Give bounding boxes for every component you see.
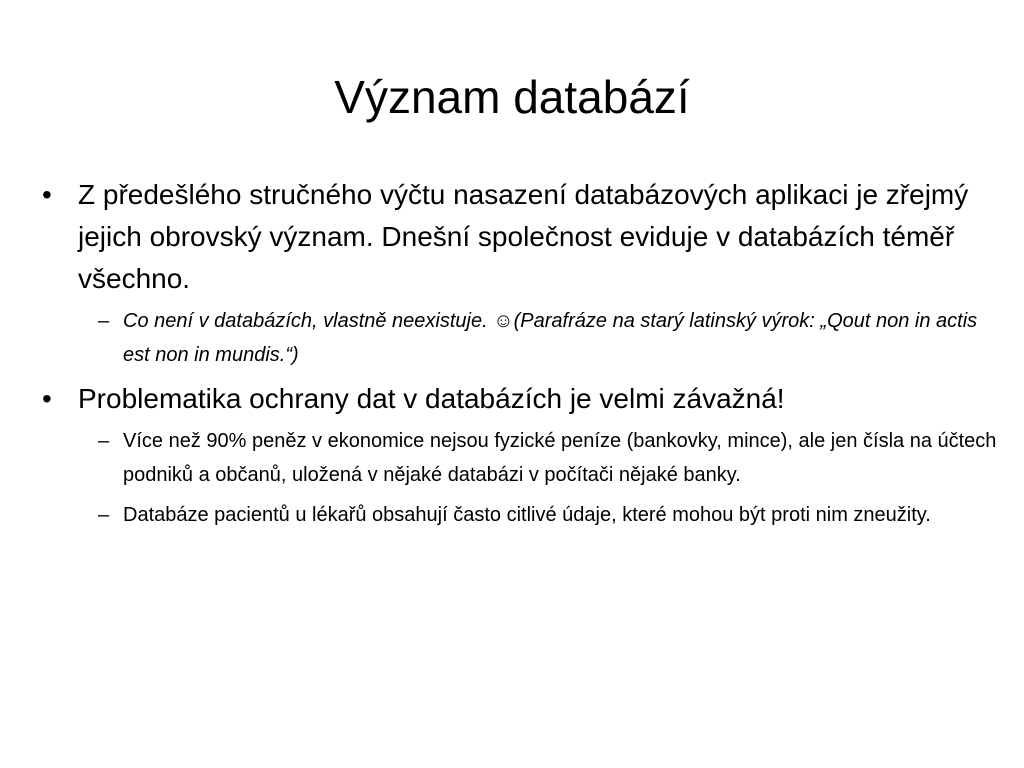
bullet-item [40,378,1000,420]
sub-bullet-marker: – [98,310,110,332]
bullet-text: Problematika ochrany dat v databázích je velmi závažná! [78,383,785,414]
bullet-text: Z předešlého stručného výčtu nasazení databázových aplikaci je zřejmý jejich obrovský význam. Dnešní společnost eviduje v databázích téměř všechno. [78,179,969,294]
sub-bullet-text: Co není v databázích, vlastně neexistuje. ☺(Parafráze na starý latinský výrok: „Qout non in actis est non in mundis.“) [123,310,978,366]
bullet-list [40,174,1000,538]
bullet-marker: • [42,179,52,210]
sub-bullet-text: Více než 90% peněz v ekonomice nejsou fyzické peníze (bankovky, mince), ale jen čísla na účtech podniků a občanů, uložená v nějaké databázi v počítači nějaké banky. [123,430,997,486]
bullet-marker: • [42,383,52,414]
sub-bullet-item [40,424,1000,492]
slide-title: Význam databází [334,71,690,123]
sub-bullet-text: Databáze pacientů u lékařů obsahují často citlivé údaje, které mohou být proti nim zneužity. [123,504,931,526]
sub-bullet-item [40,498,1000,532]
sub-bullet-marker: – [98,430,110,452]
sub-bullet-item [40,304,1000,372]
bullet-item [40,174,1000,300]
sub-bullet-marker: – [98,504,110,526]
